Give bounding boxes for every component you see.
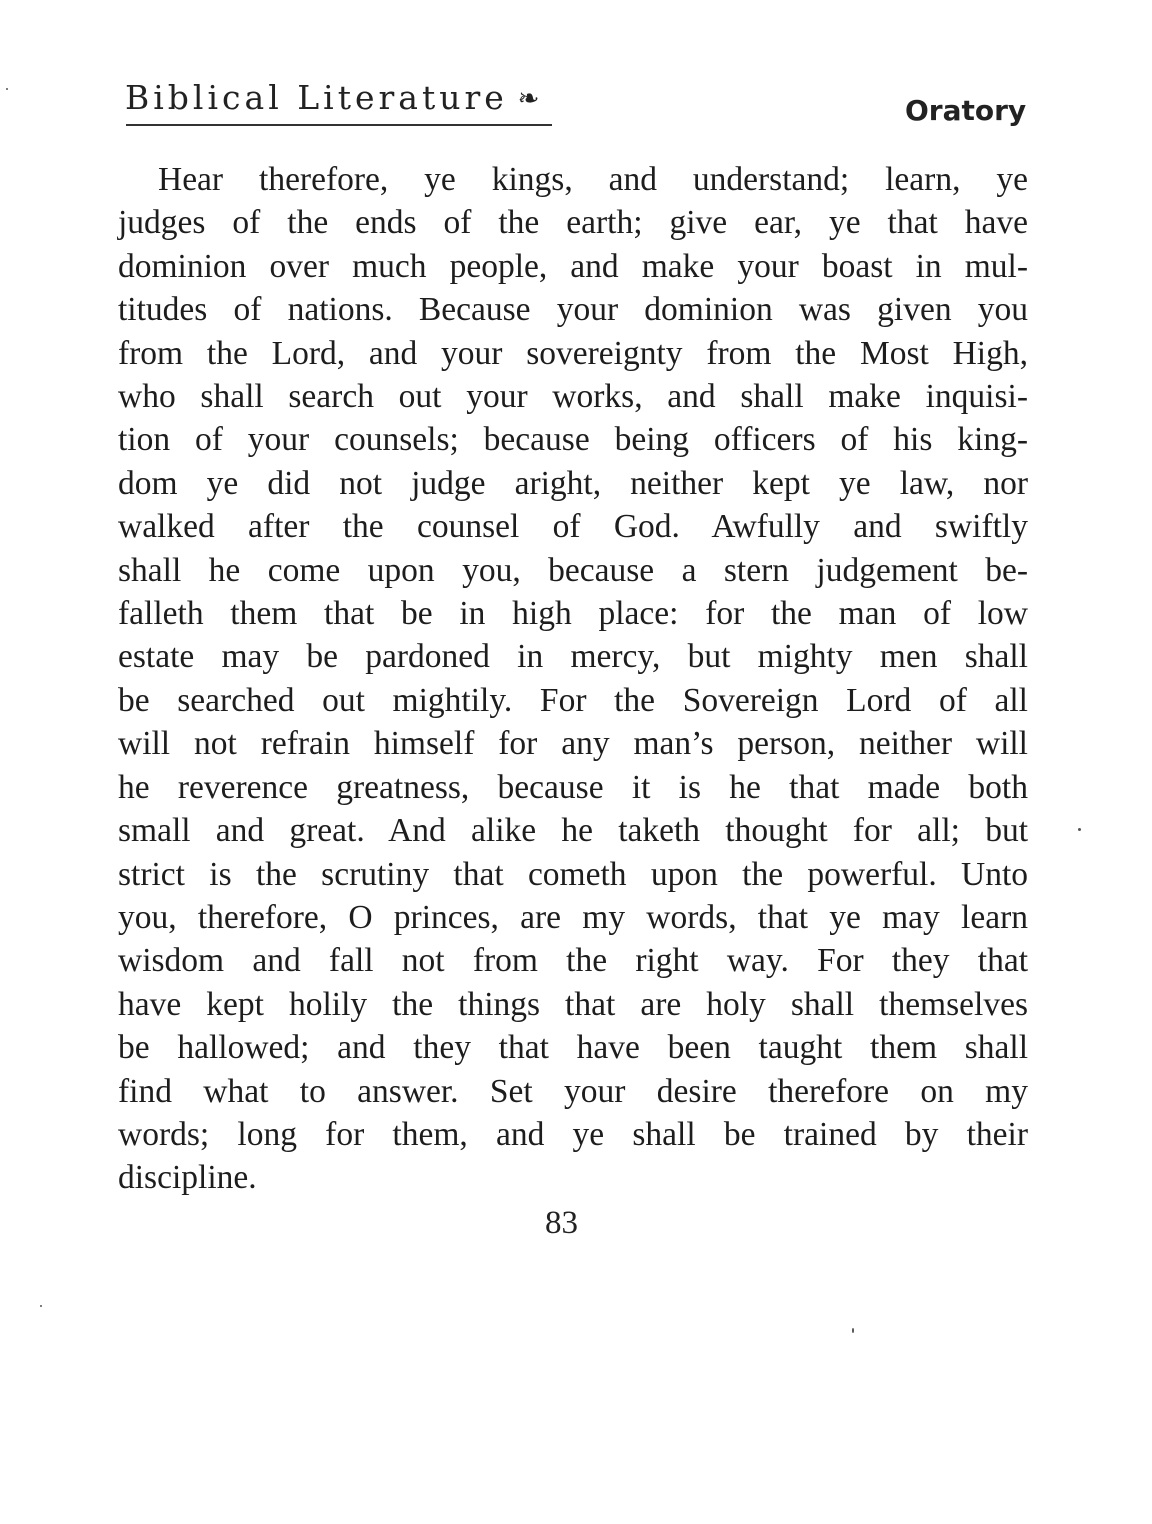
text-line: discipline. (118, 1159, 257, 1197)
text-line: be searched out mightily. For the Sovereign Lord of all (118, 681, 1028, 719)
text-line: strict is the scrutiny that cometh upon the powerful. Unto (118, 855, 1028, 893)
fleuron-icon: ❧ (517, 84, 540, 114)
text-line: walked after the counsel of God. Awfully and swiftly (118, 508, 1028, 546)
text-line: shall he come upon you, because a stern judgement be- (118, 551, 1028, 589)
text-line: tion of your counsels; because being officers of his king- (118, 421, 1028, 459)
scan-speck (6, 88, 8, 90)
text-line: from the Lord, and your sovereignty from the Most High, (118, 334, 1028, 372)
text-line: dominion over much people, and make your boast in mul- (118, 247, 1028, 285)
scan-speck (852, 1328, 854, 1333)
text-line: dom ye did not judge aright, neither kept ye law, nor (118, 464, 1028, 502)
text-line: find what to answer. Set your desire therefore on my (118, 1072, 1028, 1110)
text-line: he reverence greatness, because it is he that made both (118, 768, 1028, 806)
running-title-text: Biblical Literature (125, 78, 508, 117)
text-line: estate may be pardoned in mercy, but mighty men shall (118, 638, 1028, 676)
section-title: Oratory (905, 94, 1027, 127)
text-line: you, therefore, O princes, are my words, that ye may learn (118, 898, 1028, 936)
text-line: Hear therefore, ye kings, and understand; learn, ye (158, 161, 1028, 198)
scan-speck (40, 1305, 42, 1307)
text-line: small and great. And alike he taketh thought for all; but (118, 812, 1028, 850)
text-line: judges of the ends of the earth; give ear, ye that have (118, 204, 1028, 242)
body-paragraph (118, 158, 1028, 1200)
page-number: 83 (545, 1205, 578, 1241)
text-line: who shall search out your works, and shall make inquisi- (118, 378, 1028, 416)
text-line: will not refrain himself for any man’s person, neither will (118, 725, 1028, 763)
text-line: be hallowed; and they that have been taught them shall (118, 1029, 1028, 1067)
text-line: words; long for them, and ye shall be trained by their (118, 1115, 1028, 1153)
text-line: titudes of nations. Because your dominion was given you (118, 291, 1028, 329)
running-title (125, 78, 540, 121)
scan-speck (1078, 828, 1081, 831)
header-rule (126, 124, 552, 126)
text-line: wisdom and fall not from the right way. For they that (118, 942, 1028, 980)
text-line: have kept holily the things that are holy shall themselves (118, 985, 1028, 1023)
text-line: falleth them that be in high place: for the man of low (118, 595, 1028, 633)
